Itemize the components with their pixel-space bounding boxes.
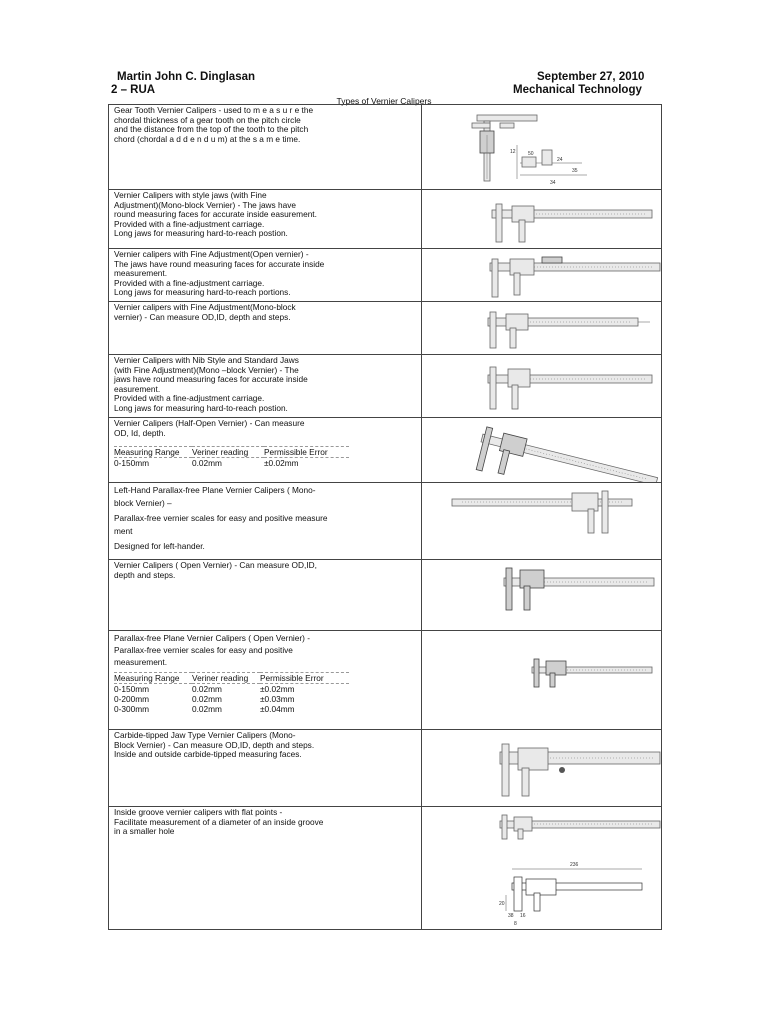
row-description: Left-Hand Parallax-free Plane Vernier Calipers ( Mono- block Vernier) – Parallax-free vernier scales for easy and positive measure ment Designed for left-hander.	[109, 483, 422, 560]
groove-dim-label: 20	[499, 901, 505, 907]
spec-cell: 0.02mm	[192, 704, 222, 714]
gear-dim-label: 24	[557, 157, 563, 163]
spec-cell: ±0.03mm	[260, 694, 295, 704]
spec-cell: 0-150mm	[114, 684, 150, 694]
row-description: Vernier calipers with Fine Adjustment(Open vernier) - The jaws have round measuring faces for accurate inside measurement. Provided with a fine-adjustment carriage. Long jaws for measuring hard-to-reach portions.	[109, 249, 422, 302]
table-row	[109, 807, 662, 930]
table-row	[109, 631, 662, 730]
row-figure	[422, 560, 662, 631]
table-row	[109, 249, 662, 302]
row-description: Inside groove vernier calipers with flat points - Facilitate measurement of a diameter of an inside groove in a smaller hole	[109, 807, 422, 930]
row-figure	[422, 249, 662, 302]
nib-style-caliper-image	[422, 355, 672, 417]
spec-table	[114, 672, 349, 714]
table-row	[109, 560, 662, 631]
caliper-types-table	[108, 104, 662, 930]
row-figure	[422, 631, 662, 730]
spec-header: Measuring Range	[114, 673, 180, 683]
spec-header: Veriner reading	[192, 447, 249, 458]
spec-cell: ±0.02mm	[260, 684, 295, 694]
groove-dim-label: 236	[570, 862, 579, 868]
row-description: Parallax-free Plane Vernier Calipers ( Open Vernier) - Parallax-free vernier scales for easy and positive measurement. Measuring Range Veriner reading Permissible Error 0-150mm 0.02mm ±0.02mm 0-200mm 0.02mm ±0.03mm 0-300mm 0.02mm ±0.04mm	[109, 631, 422, 730]
spec-cell: 0-300mm	[114, 704, 150, 714]
row-description: Vernier Calipers with Nib Style and Standard Jaws (with Fine Adjustment)(Mono –block Vernier) - The jaws have round measuring faces for accurate inside easurement. Provided with a fine-adjustment carriage. Long jaws for measuring hard-to-reach postion.	[109, 355, 422, 418]
course: Mechanical Technology	[513, 84, 642, 96]
row-description: Vernier calipers with Fine Adjustment(Mono-block vernier) - Can measure OD,ID, depth and steps.	[109, 302, 422, 355]
parallax-free-open-caliper-image	[422, 631, 672, 729]
row-figure	[422, 483, 662, 560]
carbide-tipped-caliper-image	[422, 730, 672, 806]
gear-dim-label: 50	[528, 151, 534, 157]
table-row	[109, 190, 662, 249]
groove-dim-label: 16	[520, 913, 526, 919]
row-description: Vernier Calipers (Half-Open Vernier) - Can measure OD, Id, depth. Measuring Range Veriner reading Permissible Error 0-150mm 0.02mm ±0.02mm	[109, 418, 422, 483]
gear-tooth-caliper-image	[422, 105, 672, 189]
row-figure	[422, 190, 662, 249]
groove-dim-label: 38	[508, 913, 514, 919]
inside-groove-caliper-image	[422, 807, 672, 929]
open-vernier-caliper-image	[422, 560, 672, 630]
section: 2 – RUA	[111, 84, 156, 96]
author-name: Martin John C. Dinglasan	[117, 71, 256, 83]
spec-cell: ±0.04mm	[260, 704, 295, 714]
table-row	[109, 302, 662, 355]
spec-table	[114, 446, 349, 468]
spec-header: Permissible Error	[260, 673, 324, 683]
spec-header: Permissible Error	[264, 447, 328, 458]
groove-dim-label: 8	[514, 921, 517, 927]
gear-dim-label: 34	[550, 180, 556, 186]
spec-cell: 0.02mm	[192, 458, 222, 469]
mono-block-fine-adjust-caliper-image	[422, 302, 672, 354]
spec-cell: 0-150mm	[114, 458, 150, 469]
table-row	[109, 418, 662, 483]
page-title: Types of Vernier Calipers	[336, 96, 432, 106]
table-row	[109, 105, 662, 190]
table-row	[109, 730, 662, 807]
spec-header: Veriner reading	[192, 673, 249, 683]
spec-header: Measuring Range	[114, 447, 180, 458]
row-figure	[422, 302, 662, 355]
spec-cell: ±0.02mm	[264, 458, 299, 469]
row-figure	[422, 105, 662, 190]
row-figure	[422, 807, 662, 930]
row-figure	[422, 730, 662, 807]
table-row	[109, 355, 662, 418]
open-vernier-fine-adjust-caliper-image	[422, 249, 672, 301]
gear-dim-label: 12	[510, 149, 516, 155]
date: September 27, 2010	[537, 71, 645, 83]
spec-cell: 0.02mm	[192, 684, 222, 694]
table-row	[109, 483, 662, 560]
left-hand-caliper-image	[422, 483, 672, 559]
style-jaw-caliper-image	[422, 190, 672, 248]
spec-cell: 0.02mm	[192, 694, 222, 704]
row-description: Carbide-tipped Jaw Type Vernier Calipers (Mono- Block Vernier) - Can measure OD,ID, depth and steps. Inside and outside carbide-tipped measuring faces.	[109, 730, 422, 807]
gear-dim-label: 35	[572, 168, 578, 174]
row-description: Gear Tooth Vernier Calipers - used to m e a s u r e the chordal thickness of a gear tooth on the pitch circle and the distance from the top of the tooth to the pitch chord (chordal a d d e n d u m) at the s a m e time.	[109, 105, 422, 190]
row-figure	[422, 418, 662, 483]
half-open-caliper-image	[422, 418, 672, 482]
row-description: Vernier Calipers ( Open Vernier) - Can measure OD,ID, depth and steps.	[109, 560, 422, 631]
row-description: Vernier Calipers with style jaws (with Fine Adjustment)(Mono-block Vernier) - The jaws have round measuring faces for accurate inside easurement. Provided with a fine-adjustment carriage. Long jaws for measuring hard-to-reach postion.	[109, 190, 422, 249]
row-figure	[422, 355, 662, 418]
spec-cell: 0-200mm	[114, 694, 150, 704]
